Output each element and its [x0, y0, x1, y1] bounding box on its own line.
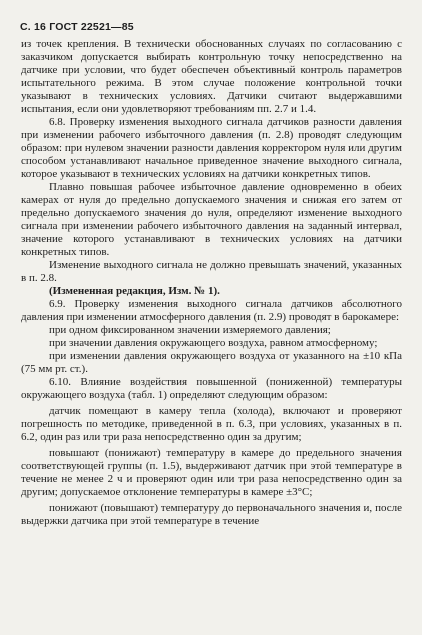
- paragraph: 6.8. Проверку изменения выходного сигнала датчиков разности давления при изменении рабочего избыточного давления (п. 2.8) проводят следующим образом: при нулевом значении разности давления корректором нуля или другим способом устанавливают начальное приведенное значение выходного сигнала, которое указывают в технических условиях на датчики конкретных типов.: [21, 116, 402, 180]
- paragraph: 6.9. Проверку изменения выходного сигнала датчиков абсолютного давления при изменении атмосферного давления (п. 2.9) проводят в барокамере:: [21, 298, 402, 323]
- list-item: при значении давления окружающего воздуха, равном атмосферному;: [49, 337, 378, 349]
- list-item: датчик помещают в камеру тепла (холода), включают и проверяют погрешность по методике, приведенной в п. 6.3, при условиях, указанных в п. 6.2, один раз или три раза непосредственно один за другим;: [21, 405, 402, 443]
- document-body: [21, 38, 402, 528]
- paragraph: из точек крепления. В технически обоснованных случаях по согласованию с заказчиком допускается выбирать контрольную точку непосредственно на датчике при условии, что будет обеспечен объективный контроль параметров испытательного режима. В этом случае положение контрольной точки указывают в технических условиях. Датчики считают выдержавшими испытания, если они удовлетворяют требованиям пп. 2.7 и 1.4.: [21, 38, 402, 115]
- paragraph: Изменение выходного сигнала не должно превышать значений, указанных в п. 2.8.: [21, 259, 402, 284]
- paragraph: 6.10. Влияние воздействия повышенной (пониженной) температуры окружающего воздуха (табл. 1) определяют следующим образом:: [21, 376, 402, 401]
- list-item: понижают (повышают) температуру до первоначального значения и, после выдержки датчика при этой температуре в течение: [21, 502, 402, 527]
- list-item: при одном фиксированном значении измеряемого давления;: [49, 324, 331, 336]
- list-item: повышают (понижают) температуру в камере до предельного значения соответствующей группы (п. 1.5), выдерживают датчик при этой температуре в течение не менее 2 ч и проверяют один или три раза непосредственно один за другим; допускаемое отклонение температуры в камере ±3°C;: [21, 447, 402, 498]
- list-item: при изменении давления окружающего воздуха от указанного на ±10 кПа (75 мм рт. ст.).: [21, 350, 402, 375]
- amendment-note: (Измененная редакция, Изм. № 1).: [49, 285, 220, 297]
- paragraph: Плавно повышая рабочее избыточное давление одновременно в обеих камерах от нуля до предельно допускаемого значения и снижая его затем от предельно допускаемого значения до нуля, определяют изменение выходного сигнала при изменении рабочего избыточного давления на заданный интервал, значение которого устанавливают в технических условиях на датчики конкретных типов.: [21, 181, 402, 258]
- page-header: С. 16 ГОСТ 22521—85: [20, 21, 134, 33]
